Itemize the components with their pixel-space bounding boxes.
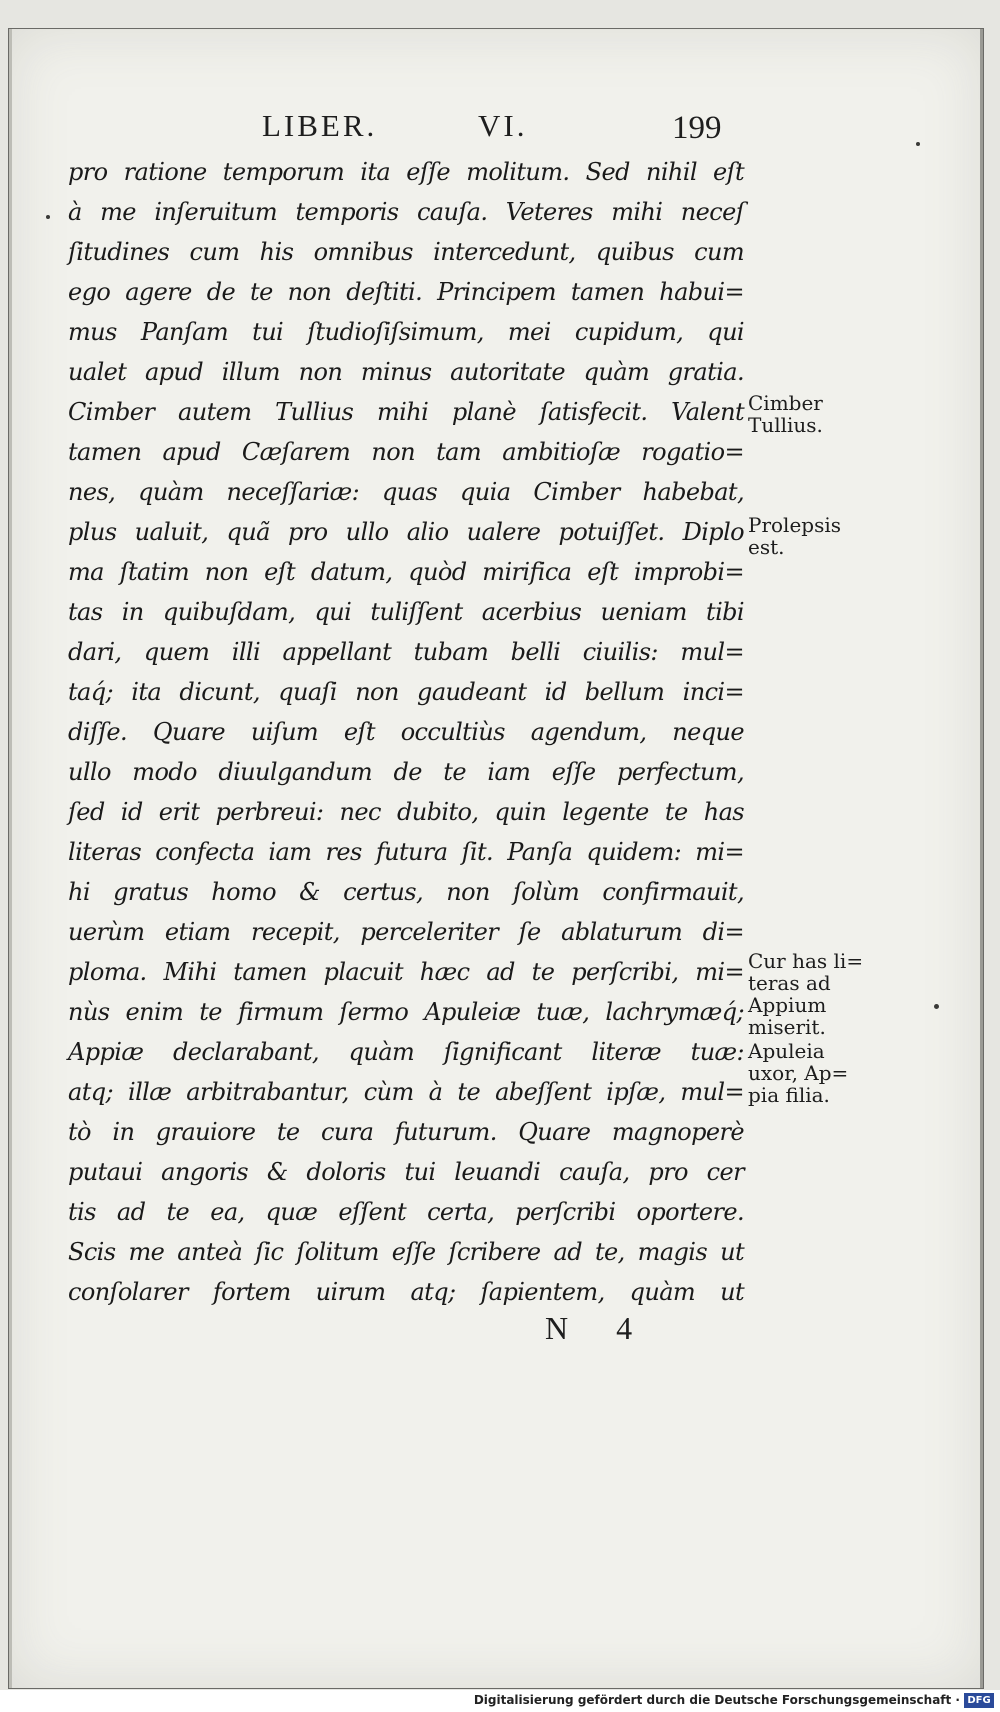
margin-note-line: pia filia.	[748, 1083, 830, 1107]
margin-note-line: est.	[748, 535, 785, 559]
text-line: pro ratione temporum ita eſſe molitum. Sed nihil eſt	[68, 158, 744, 186]
text-line: plus ualuit, quã pro ullo alio ualere potuiſſet. Diplo	[68, 518, 744, 546]
text-line: putaui angoris & doloris tui leuandi cauſa, pro cer	[68, 1158, 744, 1186]
margin-note-cur-has-literas	[748, 950, 863, 1038]
ink-speck	[916, 142, 920, 146]
text-line: ullo modo diuulgandum de te iam eſſe perfectum,	[68, 758, 744, 786]
text-line: tò in grauiore te cura futurum. Quare magnoperè	[68, 1118, 744, 1146]
text-line: hi gratus homo & certus, non ſolùm confirmauit,	[68, 878, 744, 906]
margin-note-line: Appium	[748, 993, 827, 1017]
text-line: nes, quàm neceſſariæ: quas quia Cimber habebat,	[68, 478, 744, 506]
text-line: tamen apud Cæſarem non tam ambitioſæ rogatio=	[68, 438, 744, 466]
text-line: Scis me anteà ſic ſolitum eſſe ſcribere ad te, magis ut	[68, 1238, 744, 1266]
digitization-footer	[0, 1690, 1000, 1712]
text-line: taq́; ita dicunt, quaſi non gaudeant id bellum inci=	[68, 678, 744, 706]
dfg-logo-icon: DFG	[964, 1693, 994, 1708]
text-line: ego agere de te non deſtiti. Principem tamen habui=	[68, 278, 744, 306]
header-book-number: VI.	[478, 108, 528, 143]
text-line: mus Panſam tui ſtudioſiſsimum, mei cupidum, qui	[68, 318, 744, 346]
margin-note-apuleia	[748, 1040, 848, 1106]
page-number: 199	[672, 110, 722, 146]
text-line: ualet apud illum non minus autoritate quàm gratia.	[68, 358, 744, 386]
margin-note-line: teras ad	[748, 971, 831, 995]
text-line: ſitudines cum his omnibus intercedunt, quibus cum	[68, 238, 744, 266]
margin-note-line: Cur has li=	[748, 949, 864, 973]
text-line: ma ſtatim non eſt datum, quòd mirifica eſt improbi=	[68, 558, 744, 586]
margin-note-line: Apuleia	[748, 1039, 825, 1063]
text-line: Appiæ declarabant, quàm ſignificant literæ tuæ:	[68, 1038, 744, 1066]
text-line: diſſe. Quare uiſum eſt occultiùs agendum, neque	[68, 718, 744, 746]
margin-note-line: Prolepsis	[748, 513, 842, 537]
ink-speck	[934, 1004, 939, 1009]
text-line: à me inſeruitum temporis cauſa. Veteres mihi neceſ	[68, 198, 744, 226]
text-line: dari, quem illi appellant tubam belli ciuilis: mul=	[68, 638, 744, 666]
header-book-label: LIBER.	[262, 108, 378, 143]
text-line: ploma. Mihi tamen placuit hæc ad te perſcribi, mi=	[68, 958, 744, 986]
ink-speck	[46, 215, 50, 219]
margin-note-line: miserit.	[748, 1015, 826, 1039]
margin-note-prolepsis	[748, 514, 841, 558]
text-line: atq; illæ arbitrabantur, cùm à te abeſſent ipſæ, mul=	[68, 1078, 744, 1106]
text-line: tas in quibuſdam, qui tuliſſent acerbius ueniam tibi	[68, 598, 744, 626]
text-line: nùs enim te firmum ſermo Apuleiæ tuæ, lachrymæq́;	[68, 998, 744, 1026]
text-line: literas confecta iam res futura ſit. Panſa quidem: mi=	[68, 838, 744, 866]
margin-note-cimber	[748, 392, 823, 436]
text-line: Cimber autem Tullius mihi planè ſatisfecit. Valent	[68, 398, 744, 426]
margin-note-line: Cimber	[748, 391, 823, 415]
margin-note-line: uxor, Ap=	[748, 1061, 849, 1085]
text-line: uerùm etiam recepit, perceleriter ſe ablaturum di=	[68, 918, 744, 946]
funding-credit: Digitalisierung gefördert durch die Deutsche Forschungsgemeinschaft ·	[473, 1693, 960, 1707]
text-line: conſolarer fortem uirum atq; ſapientem, quàm ut	[68, 1278, 744, 1306]
text-line: tis ad te ea, quæ eſſent certa, perſcribi oportere.	[68, 1198, 744, 1226]
signature-mark: N 4	[545, 1310, 653, 1346]
margin-note-line: Tullius.	[748, 413, 823, 437]
text-line: ſed id erit perbreui: nec dubito, quin legente te has	[68, 798, 744, 826]
